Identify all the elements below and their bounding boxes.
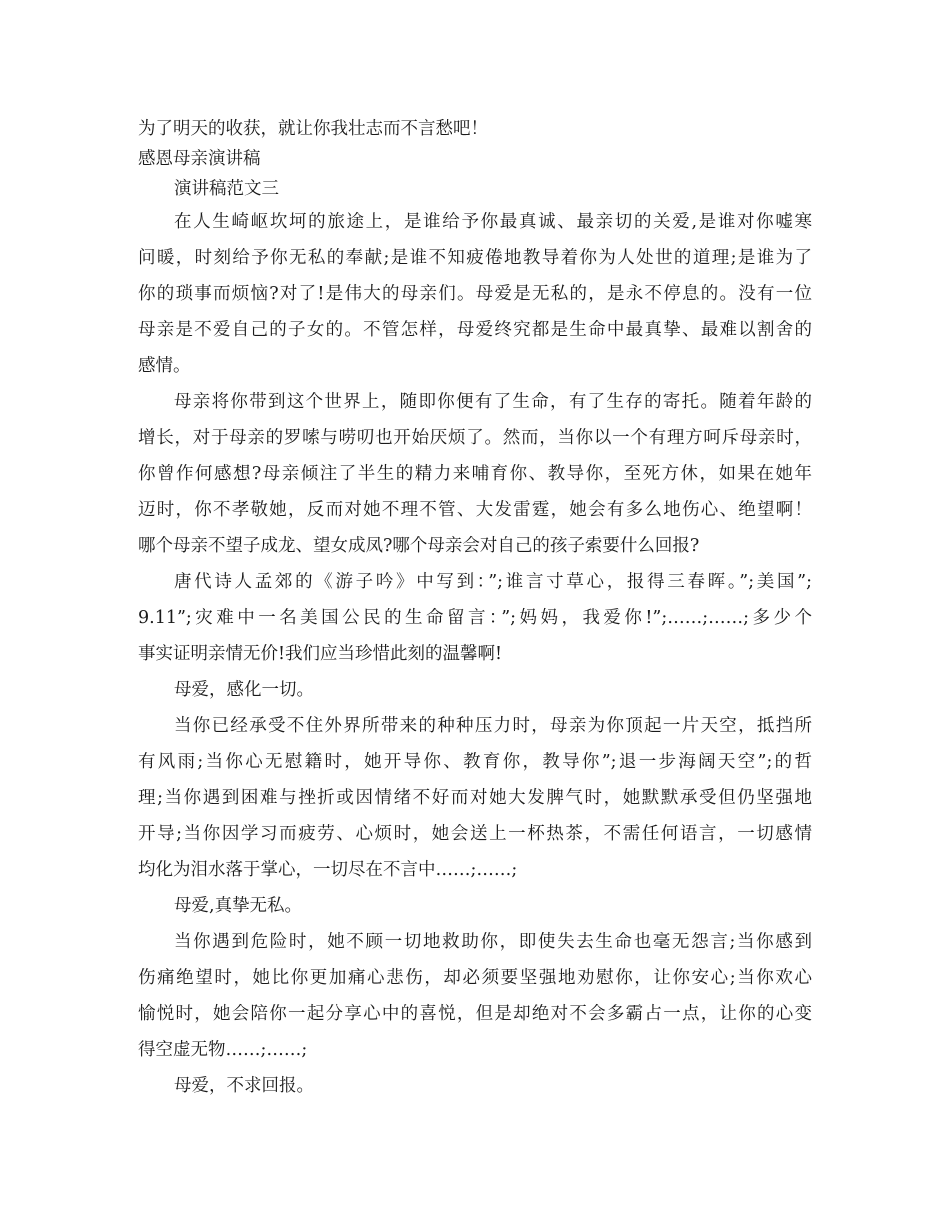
- paragraph-line: 母亲将你带到这个世界上，随即你便有了生命，有了生存的寄托。随着年龄的: [174, 392, 812, 412]
- paragraph-line: 迈时，你不孝敬她，反而对她不理不管、大发雷霆，她会有多么地伤心、绝望啊！: [138, 500, 812, 520]
- paragraph-line: 你的琐事而烦恼?对了!是伟大的母亲们。母爱是无私的，是永不停息的。没有一位: [138, 284, 812, 304]
- paragraph-line: 你曾作何感想?母亲倾注了半生的精力来哺育你、教导你，至死方休，如果在她年: [138, 464, 812, 484]
- paragraph-line: 当你遇到危险时，她不顾一切地救助你，即使失去生命也毫无怨言;当你感到: [174, 932, 812, 952]
- document-subtitle: 演讲稿范文三: [174, 179, 279, 199]
- paragraph-line: 唐代诗人孟郊的《游子吟》中写到：”;谁言寸草心，报得三春晖。”;美国”;: [174, 572, 812, 592]
- top-line: 为了明天的收获，就让你我壮志而不言愁吧！: [138, 119, 488, 139]
- body-text: [138, 204, 812, 1104]
- paragraph-line: 伤痛绝望时，她比你更加痛心悲伤，却必须要坚强地劝慰你，让你安心;当你欢心: [138, 968, 812, 988]
- paragraph: [138, 924, 812, 1068]
- paragraph: [138, 564, 812, 672]
- paragraph-line: 理;当你遇到困难与挫折或因情绪不好而对她大发脾气时，她默默承受但仍坚强地: [138, 788, 812, 808]
- paragraph-line: 在人生崎岖坎坷的旅途上，是谁给予你最真诚、最亲切的关爱,是谁对你嘘寒: [174, 212, 812, 232]
- paragraph-line: 哪个母亲不望子成龙、望女成凤?哪个母亲会对自己的孩子索要什么回报?: [138, 536, 700, 556]
- paragraph: [138, 888, 812, 924]
- paragraph: [138, 1068, 812, 1104]
- paragraph: [138, 204, 812, 384]
- paragraph-line: 增长，对于母亲的罗嗦与唠叨也开始厌烦了。然而，当你以一个有理方呵斥母亲时，: [138, 428, 812, 448]
- paragraph-line: 均化为泪水落于掌心，一切尽在不言中……;……;: [138, 860, 518, 880]
- paragraph-line: 得空虚无物……;……;: [138, 1040, 308, 1060]
- paragraph: [138, 672, 812, 708]
- paragraph-line: 开导;当你因学习而疲劳、心烦时，她会送上一杯热茶，不需任何语言，一切感情: [138, 824, 812, 844]
- document-title: 感恩母亲演讲稿: [138, 149, 261, 169]
- paragraph-line: 愉悦时，她会陪你一起分享心中的喜悦，但是却绝对不会多霸占一点，让你的心变: [138, 1004, 812, 1024]
- paragraph: [138, 708, 812, 888]
- paragraph-line: 事实证明亲情无价!我们应当珍惜此刻的温馨啊!: [138, 644, 503, 664]
- paragraph-line: 感情。: [138, 356, 191, 376]
- paragraph-line: 母爱,真挚无私。: [174, 896, 303, 916]
- paragraph-line: 9.11”;灾难中一名美国公民的生命留言：”;妈妈，我爱你!”;……;……;多少个: [138, 608, 812, 628]
- paragraph-line: 问暖，时刻给予你无私的奉献;是谁不知疲倦地教导着你为人处世的道理;是谁为了: [138, 248, 812, 268]
- paragraph-line: 母亲是不爱自己的子女的。不管怎样，母爱终究都是生命中最真挚、最难以割舍的: [138, 320, 812, 340]
- document-page: [138, 114, 812, 1104]
- paragraph-line: 母爱，感化一切。: [174, 680, 314, 700]
- paragraph-line: 母爱，不求回报。: [174, 1076, 314, 1096]
- paragraph: [138, 384, 812, 564]
- paragraph-line: 当你已经承受不住外界所带来的种种压力时，母亲为你顶起一片天空，抵挡所: [174, 716, 812, 736]
- paragraph-line: 有风雨;当你心无慰籍时，她开导你、教育你，教导你”;退一步海阔天空”;的哲: [138, 752, 812, 772]
